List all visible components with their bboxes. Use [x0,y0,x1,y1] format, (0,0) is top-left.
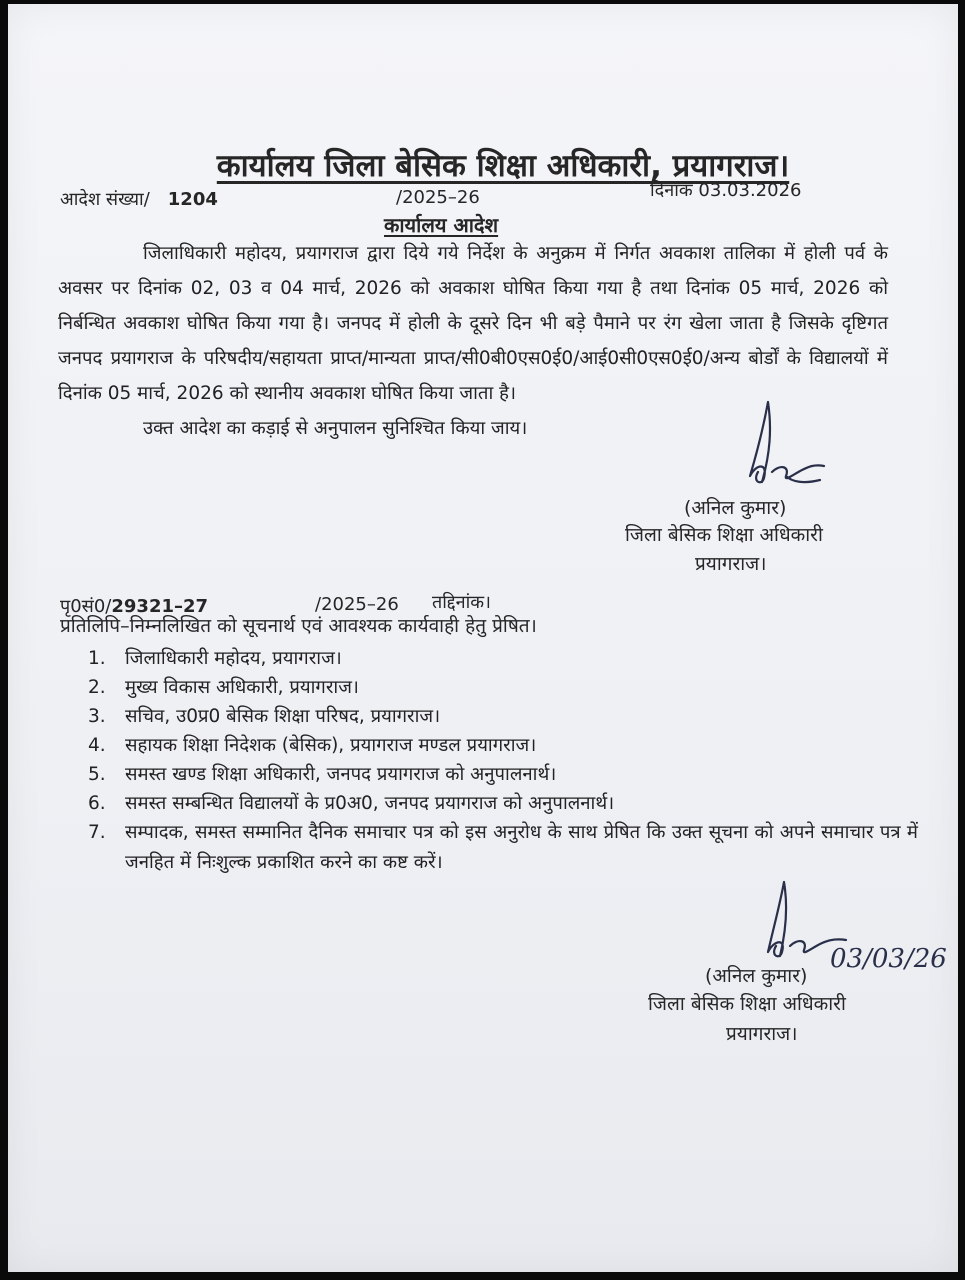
order-number: 1204 [167,189,218,210]
list-item [88,818,918,878]
list-text: मुख्य विकास अधिकारी, प्रयागराज। [125,677,359,698]
list-text: समस्त खण्ड शिक्षा अधिकारी, जनपद प्रयागराज को अनुपालनार्थ। [125,764,557,785]
order-number-label: आदेश संख्या/ [60,189,150,210]
list-item [88,760,918,789]
copy-ref-label: पृ0सं0/ [60,596,112,617]
list-item [88,702,918,731]
copy-ref-date: तद्दिनांक। [432,592,491,613]
list-text: समस्त सम्बन्धित विद्यालयों के प्र0अ0, जनपद प्रयागराज को अनुपालनार्थ। [125,793,615,814]
document-page [8,4,958,1272]
order-date: दिनांक 03.03.2026 [650,180,802,201]
signatory-place: प्रयागराज। [695,553,767,575]
copy-recipient-list [88,644,918,878]
list-item [88,731,918,760]
list-number: 7. [88,822,106,843]
order-number-line [60,187,218,211]
signatory-name: (अनिल कुमार) [684,497,787,519]
signatory-title: जिला बेसिक शिक्षा अधिकारी [625,524,823,546]
list-text: सम्पादक, समस्त सम्मानित दैनिक समाचार पत्र को इस अनुरोध के साथ प्रेषित कि उक्त सूचना को अपने समाचार पत्र में जनहित में निःशुल्क प्रकाशित करने का कष्ट करें। [125,822,918,873]
list-text: सचिव, उ0प्र0 बेसिक शिक्षा परिषद, प्रयागराज। [125,706,441,727]
list-text: जिलाधिकारी महोदय, प्रयागराज। [125,648,342,669]
list-item [88,673,918,702]
signature-mark-1 [728,394,838,494]
office-heading: कार्यालय जिला बेसिक शिक्षा अधिकारी, प्रयागराज। [216,148,790,184]
signatory2-place: प्रयागराज। [726,1023,798,1045]
order-paragraph: जिलाधिकारी महोदय, प्रयागराज द्वारा दिये गये निर्देश के अनुक्रम में निर्गत अवकाश तालिका में होली पर्व के अवसर पर दिनांक 02, 03 व 04 मार्च, 2026 को अवकाश घोषित किया गया है तथा दिनांक 05 मार्च, 2026 को निर्बन्धित अवकाश घोषित किया गया है। जनपद में होली के दूसरे दिन भी बड़े पैमाने पर रंग खेला जाता है जिसके दृष्टिगत जनपद प्रयागराज के परिषदीय/सहायता प्राप्त/मान्यता प्राप्त/सी0बी0एस0ई0/आई0सी0एस0ई0/अन्य बोर्डों के विद्यालयों में दिनांक 05 मार्च, 2026 को स्थानीय अवकाश घोषित किया जाता है। [58,243,888,404]
list-number: 1. [88,648,106,669]
copy-ref-session: /2025–26 [315,594,399,615]
list-number: 4. [88,735,106,756]
list-number: 3. [88,706,106,727]
copy-ref-number: 29321–27 [111,596,209,617]
handwritten-date: 03/03/26 [830,944,947,974]
signatory2-title: जिला बेसिक शिक्षा अधिकारी [648,993,846,1015]
list-number: 5. [88,764,106,785]
list-item [88,644,918,673]
list-number: 6. [88,793,106,814]
signatory2-name: (अनिल कुमार) [705,965,808,987]
order-session: /2025–26 [396,187,480,208]
copy-intro: प्रतिलिपि–निम्नलिखित को सूचनार्थ एवं आवश्यक कार्यवाही हेतु प्रेषित। [60,615,537,637]
list-item [88,789,918,818]
list-number: 2. [88,677,106,698]
list-text: सहायक शिक्षा निदेशक (बेसिक), प्रयागराज मण्डल प्रयागराज। [125,735,537,756]
order-title: कार्यालय आदेश [384,213,499,237]
compliance-line: उक्त आदेश का कड़ाई से अनुपालन सुनिश्चित किया जाय। [143,418,528,439]
